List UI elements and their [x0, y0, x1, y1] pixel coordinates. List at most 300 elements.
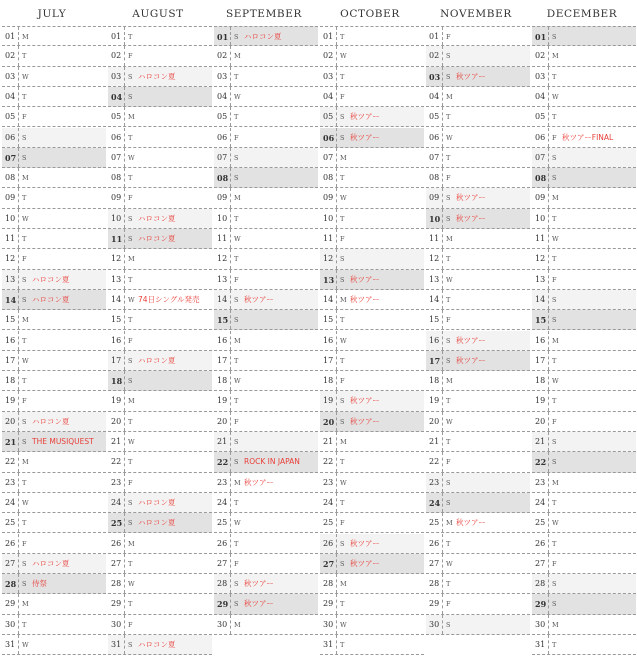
- weekday-label: S: [128, 235, 133, 243]
- day-row: [426, 412, 530, 432]
- day-number: 21: [2, 432, 19, 451]
- weekday-label: W: [234, 235, 241, 243]
- day-number: 06: [320, 128, 337, 147]
- day-number: 08: [426, 168, 443, 187]
- day-number: 07: [108, 148, 125, 167]
- day-number: 18: [2, 371, 19, 390]
- weekday-label: M: [234, 620, 241, 629]
- weekday-label: F: [340, 92, 345, 101]
- day-row: [426, 574, 530, 594]
- event-label: 秋ツアー: [350, 112, 380, 122]
- day-row: [532, 493, 636, 513]
- day-number: 20: [2, 412, 19, 431]
- day-number: 20: [426, 412, 443, 431]
- day-number: 14: [532, 290, 549, 309]
- day-number: 12: [320, 249, 337, 268]
- day-row: [320, 371, 424, 391]
- day-row: [532, 473, 636, 493]
- weekday-label: S: [340, 417, 345, 426]
- weekday-label: T: [234, 498, 239, 507]
- day-row: [532, 574, 636, 594]
- day-row: [320, 270, 424, 290]
- day-row: [532, 87, 636, 107]
- weekday-label: S: [446, 214, 451, 223]
- event-label: 秋ツアー: [456, 71, 486, 81]
- weekday-label: T: [234, 397, 239, 406]
- day-number: 30: [320, 615, 337, 634]
- day-number: 09: [426, 188, 443, 207]
- day-row: [426, 493, 530, 513]
- day-row: [426, 128, 530, 148]
- day-number: 21: [214, 432, 231, 451]
- day-row: [320, 554, 424, 574]
- weekday-label: T: [128, 316, 133, 325]
- weekday-label: S: [340, 397, 345, 406]
- day-row: [2, 249, 106, 269]
- day-row: [426, 391, 530, 411]
- weekday-label: F: [340, 235, 345, 243]
- day-number: 24: [532, 493, 549, 512]
- day-row: [214, 87, 318, 107]
- day-number: 09: [108, 188, 125, 207]
- day-number: 17: [320, 351, 337, 370]
- day-row: [108, 534, 212, 554]
- day-row: [108, 432, 212, 452]
- day-row: [108, 46, 212, 66]
- weekday-label: T: [552, 498, 557, 507]
- day-row: [2, 107, 106, 127]
- day-row: [320, 534, 424, 554]
- day-row: [426, 594, 530, 614]
- weekday-label: T: [234, 539, 239, 548]
- day-row: [532, 371, 636, 391]
- weekday-label: T: [22, 478, 27, 487]
- event-label: 秋ツアー: [456, 335, 486, 345]
- weekday-label: S: [234, 174, 239, 183]
- day-number: 03: [320, 67, 337, 86]
- day-number: 06: [108, 128, 125, 147]
- day-number: 15: [2, 310, 19, 329]
- weekday-label: S: [446, 498, 451, 507]
- day-row: [426, 452, 530, 472]
- day-number: 03: [532, 67, 549, 86]
- day-number: 10: [532, 209, 549, 228]
- day-row: [2, 452, 106, 472]
- day-row: [532, 26, 636, 46]
- weekday-label: F: [234, 133, 239, 142]
- weekday-label: S: [128, 356, 133, 365]
- weekday-label: T: [22, 620, 27, 629]
- day-row: [426, 107, 530, 127]
- weekday-label: T: [446, 153, 451, 162]
- weekday-label: S: [234, 458, 239, 467]
- day-number: 15: [320, 310, 337, 329]
- month-title-july: JULY: [37, 8, 67, 20]
- day-row: [108, 615, 212, 635]
- weekday-label: S: [22, 153, 27, 162]
- event-label: ハロコン夏: [138, 518, 176, 528]
- weekday-label: M: [552, 194, 559, 203]
- day-row: [426, 249, 530, 269]
- day-number: 11: [2, 229, 19, 248]
- weekday-label: T: [340, 72, 345, 81]
- day-number: 20: [108, 412, 125, 431]
- weekday-label: T: [340, 33, 345, 41]
- day-row: [2, 67, 106, 87]
- day-row: [108, 452, 212, 472]
- event-label: 秋ツアー: [456, 518, 486, 528]
- weekday-label: W: [552, 519, 559, 528]
- event-label: 秋ツアー: [244, 599, 274, 609]
- day-row: [532, 554, 636, 574]
- weekday-label: T: [22, 52, 27, 61]
- day-row: [426, 432, 530, 452]
- day-number: 06: [426, 128, 443, 147]
- day-row: [320, 290, 424, 310]
- day-row: [532, 249, 636, 269]
- weekday-label: M: [446, 377, 453, 386]
- day-number: 13: [320, 270, 337, 289]
- weekday-label: M: [340, 438, 347, 446]
- day-number: 19: [2, 391, 19, 410]
- weekday-label: T: [128, 33, 133, 41]
- day-row: [320, 249, 424, 269]
- day-number: 22: [2, 452, 19, 471]
- weekday-label: W: [552, 377, 559, 386]
- day-row: [426, 168, 530, 188]
- day-number: 22: [426, 452, 443, 471]
- day-number: 05: [320, 107, 337, 126]
- day-row: [426, 290, 530, 310]
- day-number: 08: [320, 168, 337, 187]
- day-number: 10: [320, 209, 337, 228]
- day-number: 29: [426, 594, 443, 613]
- day-number: 18: [426, 371, 443, 390]
- day-number: 12: [214, 249, 231, 268]
- day-number: 28: [2, 574, 19, 593]
- weekday-label: S: [234, 316, 239, 325]
- weekday-label: T: [340, 316, 345, 325]
- day-row: [532, 331, 636, 351]
- day-number: 21: [532, 432, 549, 451]
- day-row: [2, 493, 106, 513]
- day-row: [214, 594, 318, 614]
- day-row: [320, 493, 424, 513]
- weekday-label: T: [22, 377, 27, 386]
- day-row: [108, 331, 212, 351]
- weekday-label: F: [128, 478, 133, 487]
- day-row: [426, 229, 530, 249]
- weekday-label: S: [446, 620, 451, 629]
- day-number: 02: [320, 46, 337, 65]
- event-label: 秋ツアー: [244, 579, 274, 589]
- day-number: 17: [426, 351, 443, 370]
- day-number: 30: [426, 615, 443, 634]
- weekday-label: W: [128, 295, 135, 304]
- day-number: 15: [532, 310, 549, 329]
- day-row: [2, 290, 106, 310]
- weekday-label: F: [446, 33, 451, 41]
- day-row: [214, 554, 318, 574]
- day-row: [2, 87, 106, 107]
- day-row: [214, 351, 318, 371]
- weekday-label: M: [340, 295, 347, 304]
- weekday-label: W: [234, 519, 241, 528]
- weekday-label: M: [446, 235, 453, 243]
- day-row: [214, 513, 318, 533]
- day-number: 31: [320, 635, 337, 654]
- day-number: 26: [214, 534, 231, 553]
- weekday-label: W: [128, 153, 135, 162]
- day-row: [426, 473, 530, 493]
- day-row: [214, 574, 318, 594]
- weekday-label: F: [446, 174, 451, 183]
- day-row: [214, 331, 318, 351]
- weekday-label: W: [22, 214, 29, 223]
- day-number: 24: [320, 493, 337, 512]
- day-row: [532, 534, 636, 554]
- day-number: 11: [214, 229, 231, 248]
- day-row: [2, 331, 106, 351]
- day-number: 03: [426, 67, 443, 86]
- day-number: 22: [532, 452, 549, 471]
- month-title-august: AUGUST: [132, 8, 184, 20]
- day-row: [532, 432, 636, 452]
- day-row: [214, 128, 318, 148]
- weekday-label: S: [128, 377, 133, 386]
- weekday-label: M: [22, 33, 29, 41]
- day-row: [2, 46, 106, 66]
- event-label: ハロコン夏: [32, 274, 70, 284]
- day-row: [320, 67, 424, 87]
- day-row: [320, 87, 424, 107]
- weekday-label: T: [446, 113, 451, 122]
- event-label: ハロコン夏: [138, 355, 176, 365]
- weekday-label: M: [22, 458, 29, 467]
- day-number: 28: [532, 574, 549, 593]
- day-number: 10: [426, 209, 443, 228]
- day-number: 25: [320, 513, 337, 532]
- day-row: [320, 26, 424, 46]
- weekday-label: S: [446, 336, 451, 345]
- event-label: ハロコン夏: [138, 213, 176, 223]
- weekday-label: S: [446, 356, 451, 365]
- day-row: [214, 432, 318, 452]
- day-number: 21: [426, 432, 443, 451]
- weekday-label: W: [446, 417, 453, 426]
- weekday-label: M: [340, 580, 347, 589]
- weekday-label: F: [128, 194, 133, 203]
- weekday-label: W: [22, 498, 29, 507]
- day-number: 19: [426, 391, 443, 410]
- weekday-label: F: [446, 316, 451, 325]
- weekday-label: T: [128, 133, 133, 142]
- day-number: 10: [214, 209, 231, 228]
- day-number: 28: [214, 574, 231, 593]
- weekday-label: S: [22, 559, 27, 568]
- day-row: [108, 412, 212, 432]
- day-row: [532, 635, 636, 655]
- event-label: ハロコン夏: [32, 558, 70, 568]
- day-row: [214, 148, 318, 168]
- weekday-label: F: [340, 519, 345, 528]
- day-row: [320, 107, 424, 127]
- weekday-label: W: [552, 235, 559, 243]
- day-number: 23: [426, 473, 443, 492]
- day-row: [426, 310, 530, 330]
- event-label: 秋ツアーFINAL: [562, 132, 614, 142]
- day-number: 02: [2, 46, 19, 65]
- day-number: 07: [2, 148, 19, 167]
- day-number: 07: [214, 148, 231, 167]
- weekday-label: T: [552, 72, 557, 81]
- day-row: [426, 534, 530, 554]
- weekday-label: W: [128, 580, 135, 589]
- weekday-label: M: [552, 620, 559, 629]
- weekday-label: F: [552, 559, 557, 568]
- weekday-label: T: [552, 255, 557, 264]
- weekday-label: T: [340, 356, 345, 365]
- day-number: 08: [2, 168, 19, 187]
- day-number: 07: [426, 148, 443, 167]
- weekday-label: S: [340, 113, 345, 122]
- day-row: [2, 270, 106, 290]
- day-number: 04: [426, 87, 443, 106]
- event-label: ハロコン夏: [244, 32, 282, 41]
- day-number: 09: [214, 188, 231, 207]
- day-number: 25: [426, 513, 443, 532]
- day-number: 05: [108, 107, 125, 126]
- weekday-label: S: [234, 153, 239, 162]
- day-row: [532, 46, 636, 66]
- day-row: [426, 513, 530, 533]
- weekday-label: S: [446, 52, 451, 61]
- weekday-label: W: [22, 72, 29, 81]
- day-number: 16: [320, 331, 337, 350]
- day-row: [426, 331, 530, 351]
- event-label: 秋ツアー: [350, 558, 380, 568]
- day-row: [214, 107, 318, 127]
- day-row: [320, 452, 424, 472]
- day-row: [108, 107, 212, 127]
- month-header-row: [0, 0, 637, 26]
- day-row: [214, 473, 318, 493]
- month-title-november: NOVEMBER: [440, 8, 512, 20]
- day-number: 05: [214, 107, 231, 126]
- day-number: 21: [108, 432, 125, 451]
- weekday-label: S: [22, 133, 27, 142]
- day-row: [108, 249, 212, 269]
- weekday-label: T: [446, 438, 451, 446]
- day-number: 01: [2, 27, 19, 45]
- day-number: 02: [532, 46, 549, 65]
- day-number: 21: [320, 432, 337, 451]
- day-row: [214, 67, 318, 87]
- day-row: [108, 67, 212, 87]
- day-number: 03: [214, 67, 231, 86]
- weekday-label: S: [552, 600, 557, 609]
- day-row: [108, 188, 212, 208]
- day-number: 27: [532, 554, 549, 573]
- day-number: 12: [108, 249, 125, 268]
- day-row: [426, 188, 530, 208]
- day-number: 18: [532, 371, 549, 390]
- day-row: [2, 432, 106, 452]
- day-number: 18: [108, 371, 125, 390]
- weekday-label: M: [22, 174, 29, 183]
- day-row: [214, 168, 318, 188]
- weekday-label: S: [340, 275, 345, 284]
- day-number: 22: [320, 452, 337, 471]
- weekday-label: S: [128, 641, 133, 649]
- weekday-label: T: [234, 255, 239, 264]
- day-number: 16: [108, 331, 125, 350]
- day-row: [320, 635, 424, 655]
- day-number: 27: [320, 554, 337, 573]
- weekday-label: F: [22, 397, 27, 406]
- day-number: 16: [426, 331, 443, 350]
- day-number: 25: [532, 513, 549, 532]
- day-number: 07: [320, 148, 337, 167]
- day-row: [2, 148, 106, 168]
- weekday-label: W: [22, 356, 29, 365]
- day-row: [320, 351, 424, 371]
- day-row: [214, 493, 318, 513]
- month-title-december: DECEMBER: [546, 8, 618, 20]
- weekday-label: S: [552, 438, 557, 446]
- weekday-label: S: [552, 458, 557, 467]
- day-row: [214, 26, 318, 46]
- weekday-label: W: [340, 336, 347, 345]
- day-number: 01: [320, 27, 337, 45]
- weekday-label: S: [552, 295, 557, 304]
- weekday-label: T: [552, 214, 557, 223]
- day-number: 25: [2, 513, 19, 532]
- weekday-label: T: [446, 580, 451, 589]
- weekday-label: T: [552, 397, 557, 406]
- day-row: [532, 351, 636, 371]
- day-number: 14: [214, 290, 231, 309]
- weekday-label: T: [446, 255, 451, 264]
- weekday-label: M: [128, 539, 135, 548]
- weekday-label: T: [340, 214, 345, 223]
- day-row: [320, 513, 424, 533]
- day-row: [108, 290, 212, 310]
- day-row: [108, 594, 212, 614]
- day-row: [108, 128, 212, 148]
- day-row: [2, 594, 106, 614]
- day-row: [108, 168, 212, 188]
- day-number: 06: [214, 128, 231, 147]
- day-number: 14: [2, 290, 19, 309]
- day-number: 08: [532, 168, 549, 187]
- day-number: 31: [532, 635, 549, 654]
- day-number: 23: [108, 473, 125, 492]
- day-number: 11: [426, 229, 443, 248]
- day-number: 23: [320, 473, 337, 492]
- day-number: 12: [426, 249, 443, 268]
- day-row: [320, 46, 424, 66]
- day-number: 24: [214, 493, 231, 512]
- day-number: 30: [214, 615, 231, 634]
- day-row: [108, 473, 212, 493]
- weekday-label: T: [552, 539, 557, 548]
- event-label: 秋ツアー: [350, 274, 380, 284]
- day-number: 18: [214, 371, 231, 390]
- weekday-label: F: [128, 620, 133, 629]
- event-label: THE MUSIQUEST: [32, 437, 94, 446]
- day-number: 24: [426, 493, 443, 512]
